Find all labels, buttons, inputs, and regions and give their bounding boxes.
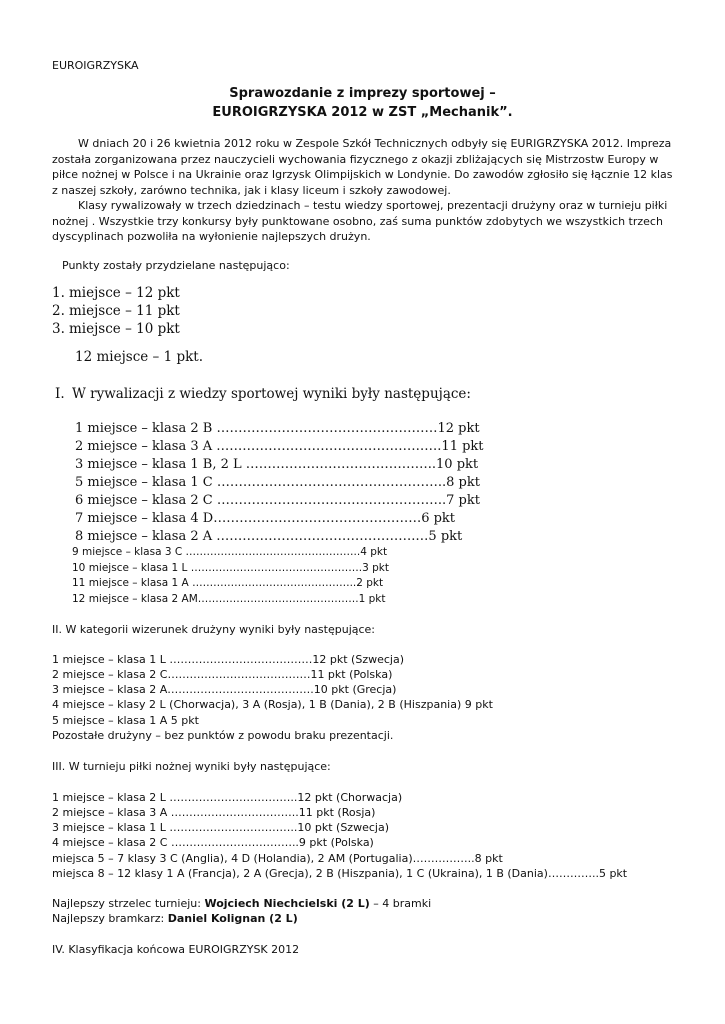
intro-paragraph-1: W dniach 20 i 26 kwietnia 2012 roku w Zespole Szkół Technicznych odbyły się EURIGRZYSKA 2012. Impreza została zorganizowana przez nauczycieli wychowania fizycznego z okazji zbliżających się Mistrzostw Europy w piłce nożnej w Polsce i na Ukrainie oraz Igrzysk Olimpijskich w Londynie. Do zawodów zgłosiło się łącznie 12 klas z naszej szkoły, zarówno technika, jak i klasy liceum i szkoły zawodowej. (52, 137, 673, 198)
points-item-number: 3. (52, 321, 65, 337)
image-result-row: 2 miejsce – klasa 2 C…………………………………11 pkt (Polska) (52, 668, 393, 681)
points-item (52, 285, 180, 301)
section-3-heading: III. W turnieju piłki nożnej wyniki były następujące: (52, 760, 331, 773)
section-2-heading: II. W kategorii wizerunek drużyny wyniki były następujące: (52, 623, 376, 636)
quiz-result-row-small: 9 miejsce – klasa 3 C …………………………………………..4 pkt (72, 546, 388, 558)
quiz-result-row: 2 miejsce – klasa 3 A …………………………………………….11 pkt (75, 439, 484, 454)
quiz-result-row-small: 11 miejsce – klasa 1 A ………………………………………..2 pkt (72, 577, 384, 589)
points-item-number: 2. (52, 303, 65, 319)
quiz-result-row: 1 miejsce – klasa 2 B ……………………………………………12 pkt (75, 421, 480, 436)
points-item (52, 303, 180, 319)
points-intro: Punkty zostały przydzielane następująco: (62, 259, 290, 272)
image-result-note: Pozostałe drużyny – bez punktów z powodu braku prezentacji. (52, 729, 394, 742)
best-scorer-suffix: – 4 bramki (369, 897, 432, 910)
points-item (52, 321, 180, 337)
points-item-text: miejsce – 10 pkt (69, 321, 180, 337)
points-item-text: miejsce – 11 pkt (69, 303, 180, 319)
quiz-result-row: 8 miejsce – klasa 2 A ……………………………………….…5 pkt (75, 529, 463, 544)
points-item-number: 1. (52, 285, 65, 301)
football-result-row: miejsca 8 – 12 klasy 1 A (Francja), 2 A (Grecja), 2 B (Hiszpania), 1 C (Ukraina), 1 B (Dania)…………..5 pkt (52, 867, 628, 880)
quiz-result-row: 7 miejsce – klasa 4 D…………………………………………6 pkt (75, 511, 456, 526)
football-result-row: 1 miejsce – klasa 2 L ……………………………..12 pkt (Chorwacja) (52, 791, 403, 804)
image-result-row: 1 miejsce – klasa 1 L …………………………………12 pkt (Szwecja) (52, 653, 404, 666)
quiz-result-row: 3 miejsce – klasa 1 B, 2 L ……………………………………..10 pkt (75, 457, 479, 472)
intro-paragraph-2: Klasy rywalizowały w trzech dziedzinach – testu wiedzy sportowej, prezentacji drużyny oraz w turnieju piłki nożnej . Wszystkie trzy konkursy były punktowane osobno, zaś suma punktów zdobytych we wszystkich trzech dyscyplinach pozwoliła na wyłonienie najlepszych drużyn. (52, 199, 668, 244)
best-scorer (52, 897, 431, 910)
section-1-heading (55, 386, 471, 402)
quiz-result-row-small: 12 miejsce – klasa 2 AM……………………………………….1 pkt (72, 593, 386, 605)
points-last: 12 miejsce – 1 pkt. (75, 349, 203, 365)
image-result-row: 3 miejsce – klasa 2 A………………………………….10 pkt (Grecja) (52, 683, 397, 696)
title-line-2: EUROIGRZYSKA 2012 w ZST „Mechanik”. (212, 105, 513, 120)
section-1-title: W rywalizacji z wiedzy sportowej wyniki były następujące: (72, 386, 471, 402)
best-keeper (52, 912, 298, 925)
football-result-row: 2 miejsce – klasa 3 A ……………………………..11 pkt (Rosja) (52, 806, 376, 819)
football-result-row: 3 miejsce – klasa 1 L ……………………………..10 pkt (Szwecja) (52, 821, 389, 834)
image-result-row: 4 miejsce – klasy 2 L (Chorwacja), 3 A (Rosja), 1 B (Dania), 2 B (Hiszpania) 9 pkt (52, 698, 493, 711)
best-scorer-label: Najlepszy strzelec turnieju: (52, 897, 205, 910)
football-result-row: miejsca 5 – 7 klasy 3 C (Anglia), 4 D (Holandia), 2 AM (Portugalia)……………..8 pkt (52, 852, 503, 865)
best-keeper-name: Daniel Kolignan (2 L) (167, 912, 298, 925)
section-1-number: I. (55, 386, 65, 402)
document-header: EUROIGRZYSKA (52, 59, 139, 72)
best-keeper-label: Najlepszy bramkarz: (52, 912, 168, 925)
quiz-result-row: 5 miejsce – klasa 1 C ……………………………………………..8 pkt (75, 475, 480, 490)
best-scorer-name: Wojciech Niechcielski (2 L) (204, 897, 370, 910)
image-result-row: 5 miejsce – klasa 1 A 5 pkt (52, 714, 199, 727)
title-line-1: Sprawozdanie z imprezy sportowej – (229, 86, 496, 101)
section-4-heading: IV. Klasyfikacja końcowa EUROIGRZYSK 2012 (52, 943, 300, 956)
points-item-text: miejsce – 12 pkt (69, 285, 180, 301)
quiz-result-row-small: 10 miejsce – klasa 1 L ………………………………………….3 pkt (72, 562, 389, 574)
football-result-row: 4 miejsce – klasa 2 C ……………………………..9 pkt (Polska) (52, 836, 374, 849)
quiz-result-row: 6 miejsce – klasa 2 C ……………………………………………..7 pkt (75, 493, 480, 508)
